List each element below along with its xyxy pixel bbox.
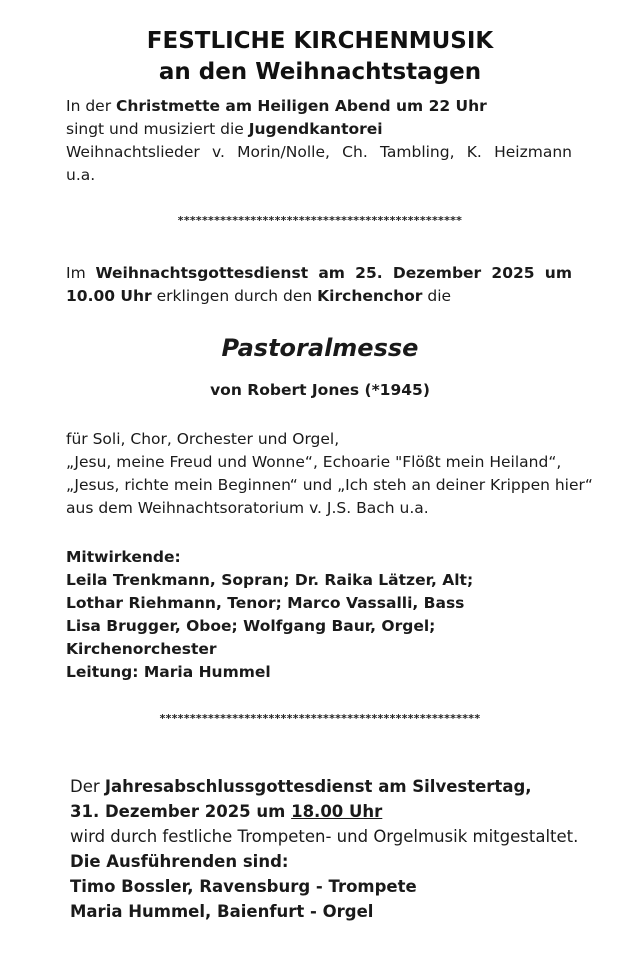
mitwirkende-heading: Mitwirkende: (66, 548, 181, 566)
program-line: „Jesu, meine Freud und Wonne“, Echoarie "Flößt mein Heiland“, (66, 453, 562, 471)
program-section (66, 428, 593, 520)
separator-2: ***************************************************** (159, 712, 481, 725)
silvester-section (70, 774, 615, 924)
mass-title: Pastoralmesse (221, 334, 419, 362)
silvester-date: 31. Dezember 2025 um 18.00 Uhr (70, 802, 383, 821)
mitwirkende-line: Kirchenorchester (66, 640, 217, 658)
separator-1: *********************************************** (177, 214, 463, 227)
performer-line: Timo Bossler, Ravensburg - Trompete (70, 877, 417, 896)
gottesdienst-section (66, 262, 572, 308)
mitwirkende-line: Lothar Riehmann, Tenor; Marco Vassalli, Bass (66, 594, 465, 612)
title-line-2: an den Weihnachtstagen (158, 59, 482, 85)
program-line: für Soli, Chor, Orchester und Orgel, (66, 430, 340, 448)
program-line: „Jesus, richte mein Beginnen“ und „Ich steh an deiner Krippen hier“ (66, 476, 593, 494)
mitwirkende-section (66, 546, 586, 684)
silvester-line-1: Der Jahresabschlussgottesdienst am Silvestertag, (70, 777, 532, 796)
mass-composer: von Robert Jones (*1945) (210, 381, 430, 399)
performers-heading: Die Ausführenden sind: (70, 852, 289, 871)
christmette-time: Christmette am Heiligen Abend um 22 Uhr (116, 97, 487, 115)
performer-line: Maria Hummel, Baienfurt - Orgel (70, 902, 374, 921)
christmette-section (66, 95, 572, 187)
gottesdienst-line-2: 10.00 Uhr erklingen durch den Kirchenchor die (66, 287, 452, 305)
page-title (0, 26, 640, 88)
mitwirkende-line: Leila Trenkmann, Sopran; Dr. Raika Lätzer, Alt; (66, 571, 474, 589)
mitwirkende-line: Lisa Brugger, Oboe; Wolfgang Baur, Orgel; (66, 617, 436, 635)
mitwirkende-line: Leitung: Maria Hummel (66, 663, 271, 681)
program-line: aus dem Weihnachtsoratorium v. J.S. Bach u.a. (66, 499, 429, 517)
choir-name: Jugendkantorei (248, 120, 383, 138)
christmette-line-3: Weihnachtslieder v. Morin/Nolle, Ch. Tambling, K. Heizmann (66, 143, 572, 161)
christmette-line-2: singt und musiziert die Jugendkantorei (66, 120, 383, 138)
silvester-line-3: wird durch festliche Trompeten- und Orgelmusik mitgestaltet. (70, 827, 579, 846)
gottesdienst-line-1: Im Weihnachtsgottesdienst am 25. Dezember 2025 um (66, 264, 572, 282)
christmette-line-1: In der Christmette am Heiligen Abend um 22 Uhr (66, 97, 487, 115)
christmette-line-4: u.a. (66, 166, 96, 184)
title-line-1: FESTLICHE KIRCHENMUSIK (146, 28, 494, 54)
silvester-time: 18.00 Uhr (291, 802, 383, 821)
